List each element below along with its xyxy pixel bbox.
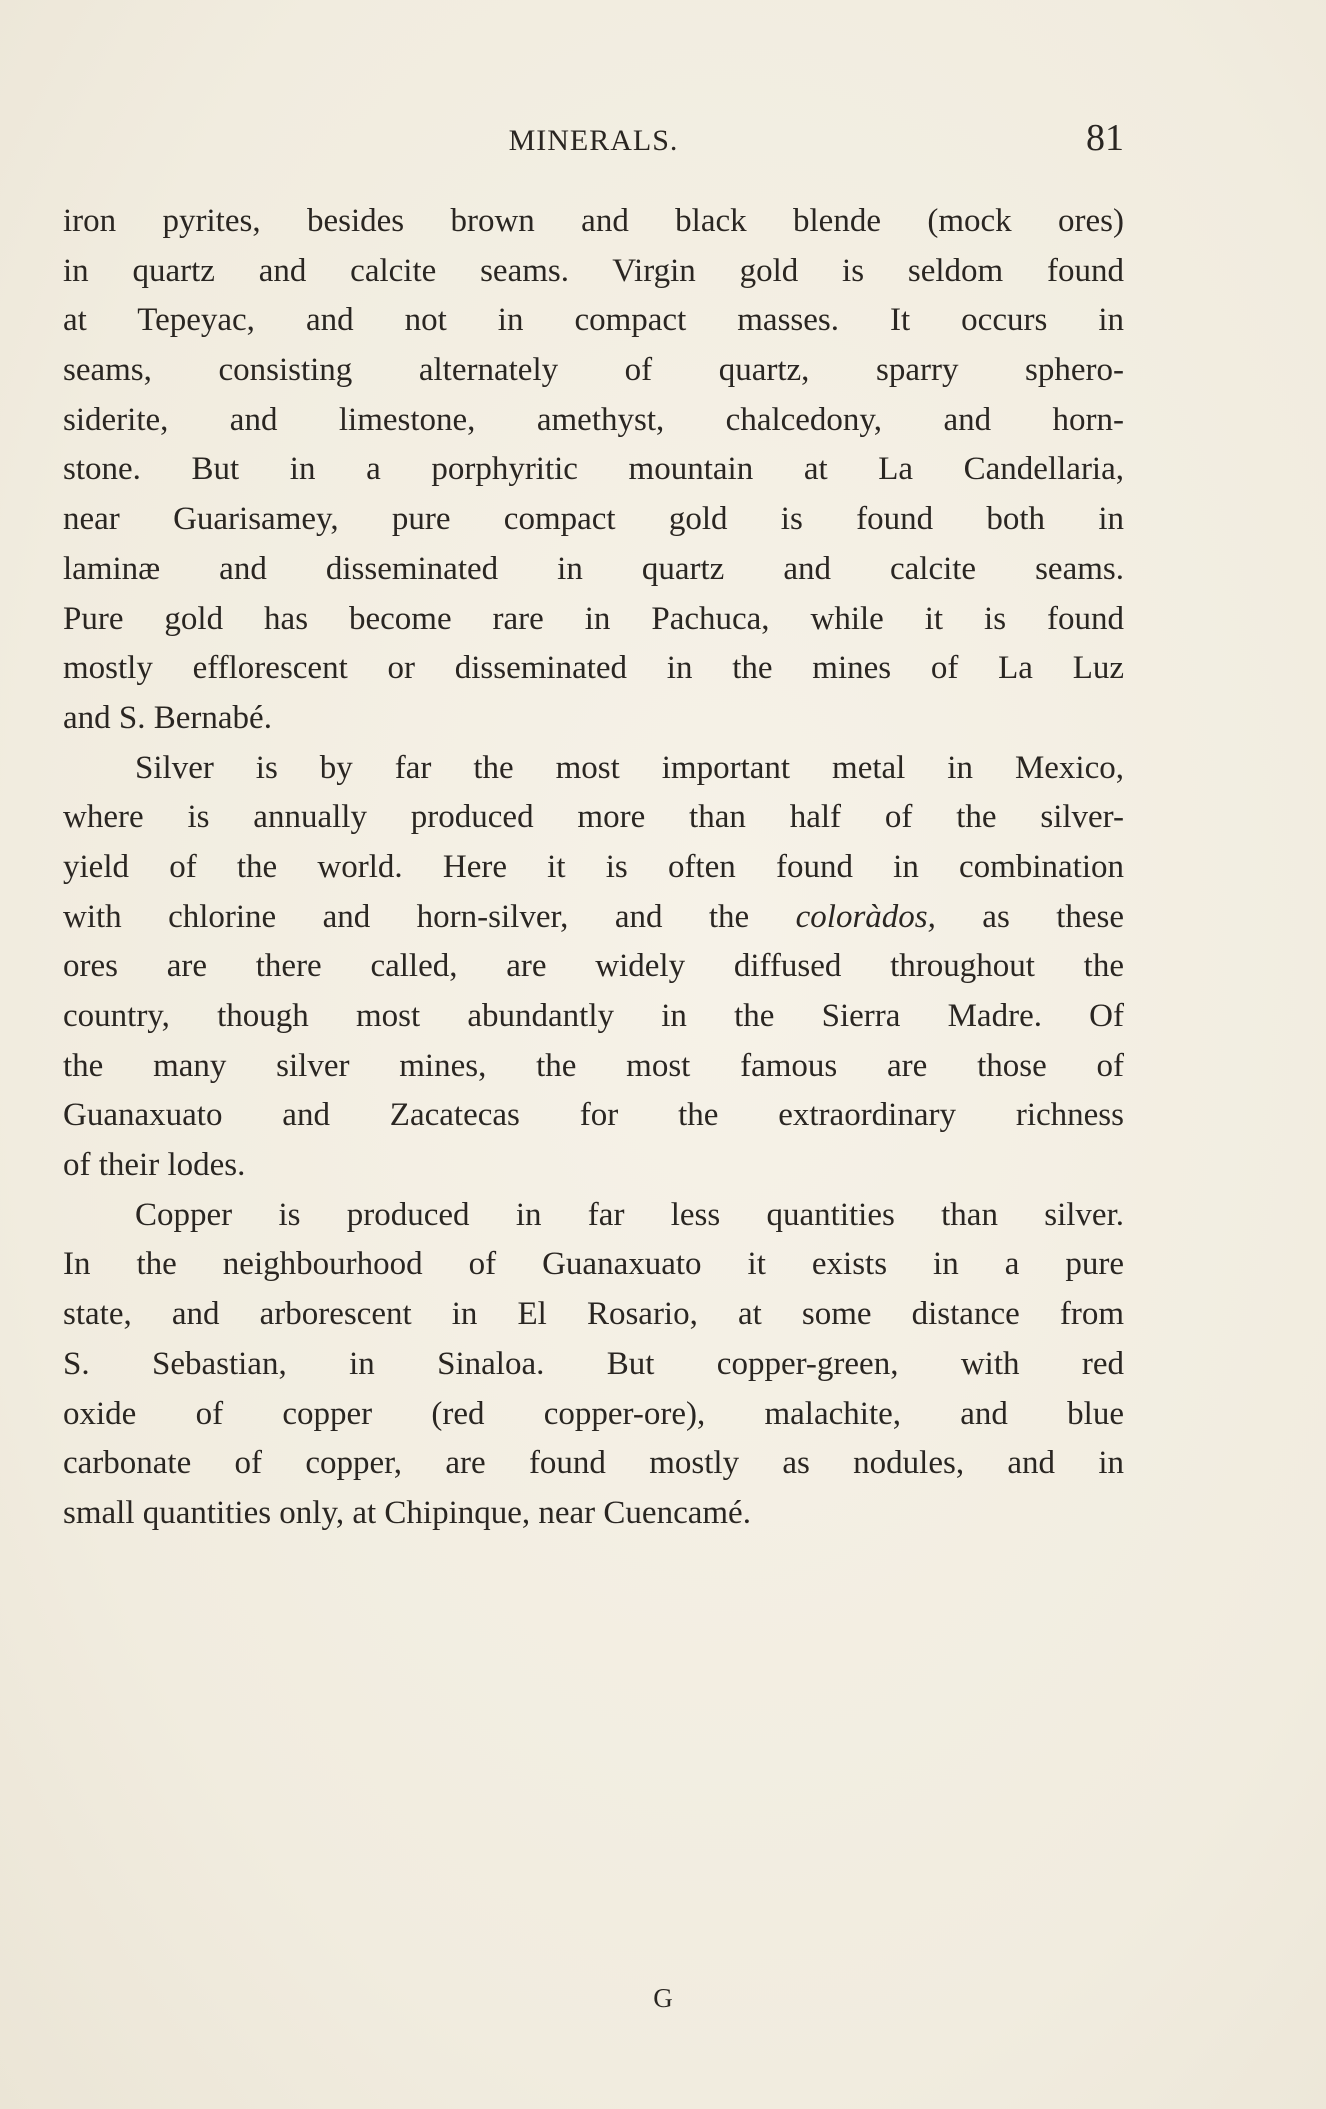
text-line: ores are there called, are widely diffused throughout the: [63, 948, 1124, 985]
text-line: seams, consisting alternately of quartz, sparry sphero-: [63, 352, 1124, 389]
text-line: Guanaxuato and Zacatecas for the extraordinary richness: [63, 1097, 1124, 1134]
text-line: laminæ and disseminated in quartz and calcite seams.: [63, 550, 1124, 587]
text-line: Pure gold has become rare in Pachuca, while it is found: [63, 600, 1124, 637]
text-line: and S. Bernabé.: [63, 699, 272, 736]
running-head: [63, 118, 1124, 168]
running-title: MINERALS.: [508, 124, 679, 157]
text-line: Copper is produced in far less quantities than silver.: [135, 1196, 1124, 1233]
text-line: In the neighbourhood of Guanaxuato it exists in a pure: [63, 1246, 1124, 1283]
text-line: stone. But in a porphyritic mountain at La Candellaria,: [63, 451, 1124, 488]
text-line: mostly efflorescent or disseminated in the mines of La Luz: [63, 650, 1124, 687]
text-line: S. Sebastian, in Sinaloa. But copper-green, with red: [63, 1345, 1124, 1382]
text-line: Silver is by far the most important metal in Mexico,: [135, 749, 1124, 786]
italic-term: coloràdos,: [795, 898, 936, 935]
text-line: siderite, and limestone, amethyst, chalcedony, and horn-: [63, 401, 1124, 438]
text-line: yield of the world. Here it is often found in combination: [63, 848, 1124, 885]
text-line: carbonate of copper, are found mostly as nodules, and in: [63, 1445, 1124, 1482]
text-line: country, though most abundantly in the Sierra Madre. Of: [63, 998, 1124, 1034]
text-line: state, and arborescent in El Rosario, at some distance from: [63, 1296, 1124, 1333]
text-line: oxide of copper (red copper-ore), malachite, and blue: [63, 1395, 1124, 1432]
text-line: the many silver mines, the most famous are those of: [63, 1047, 1124, 1084]
text-line: small quantities only, at Chipinque, near Cuencamé.: [63, 1494, 751, 1531]
text-line: of their lodes.: [63, 1147, 246, 1184]
page-number: 81: [1086, 117, 1124, 159]
text-line: near Guarisamey, pure compact gold is found both in: [63, 501, 1124, 538]
text-line: where is annually produced more than half of the silver-: [63, 799, 1124, 836]
text-line: at Tepeyac, and not in compact masses. It occurs in: [63, 302, 1124, 339]
text-line: iron pyrites, besides brown and black blende (mock ores): [63, 203, 1124, 239]
signature-mark: G: [653, 1983, 673, 2013]
body-text: [63, 197, 1124, 1539]
text-line: in quartz and calcite seams. Virgin gold is seldom found: [63, 252, 1124, 289]
text-line: with chlorine and horn-silver, and the coloràdos, as these: [63, 898, 1125, 935]
